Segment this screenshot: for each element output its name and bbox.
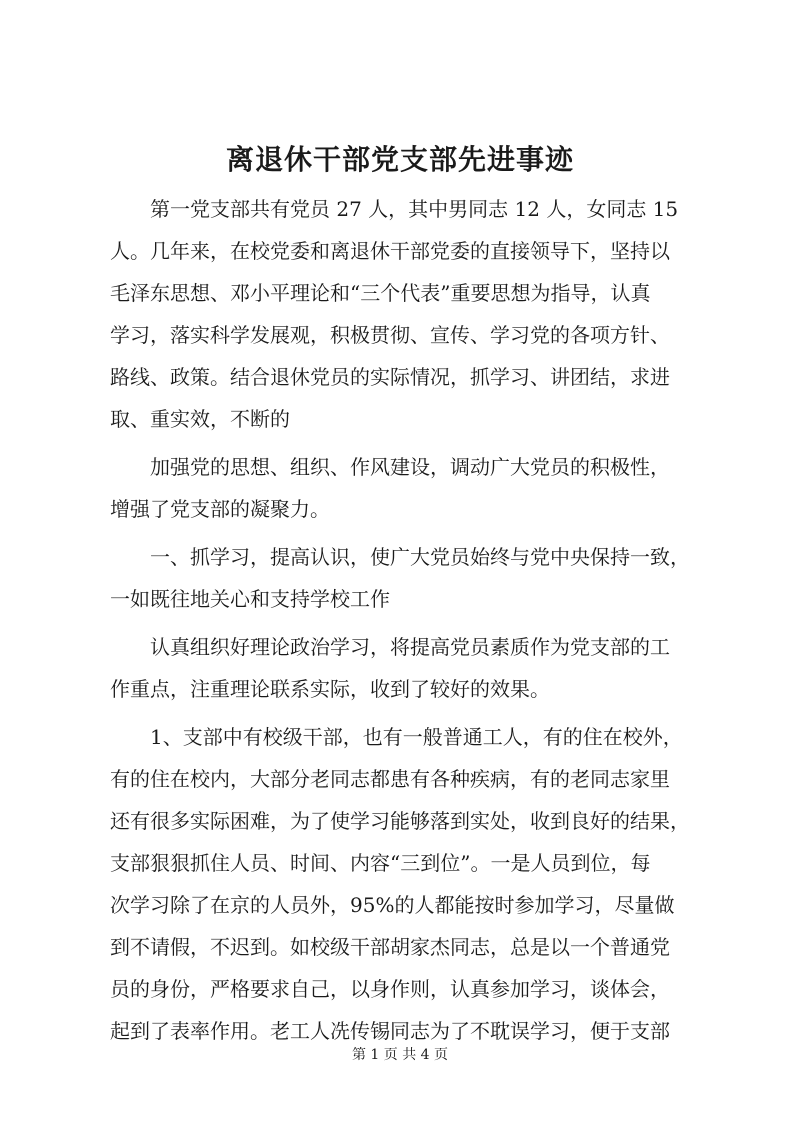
text-line: 取、重实效，不断的 (110, 407, 290, 431)
page-footer: 第 1 页 共 4 页 (351, 1047, 449, 1063)
text-line: 人。几年来，在校党委和离退休干部党委的直接领导下，坚持以 (110, 239, 670, 263)
document-body (110, 188, 710, 1052)
text-line: 加强党的思想、组织、作风建设，调动广大党员的积极性， (150, 455, 670, 479)
text-line: 起到了表率作用。老工人冼传锡同志为了不耽误学习，便于支部 (110, 1019, 670, 1043)
text-line: 路线、政策。结合退休党员的实际情况，抓学习、讲团结，求进 (110, 365, 670, 389)
text-line: 作重点，注重理论联系实际，收到了较好的效果。 (110, 677, 550, 701)
text-line: 员的身份，严格要求自己，以身作则，认真参加学习，谈体会， (110, 977, 670, 1001)
text-line: 支部狠狠抓住人员、时间、内容“三到位”。一是人员到位，每 (110, 851, 651, 875)
text-line: 有的住在校内，大部分老同志都患有各种疾病，有的老同志家里 (110, 767, 670, 791)
text-line: 到不请假，不迟到。如校级干部胡家杰同志，总是以一个普通党 (110, 935, 670, 959)
text-line: 一如既往地关心和支持学校工作 (110, 587, 390, 611)
text-line: 一、抓学习，提高认识，使广大党员始终与党中央保持一致， (150, 545, 690, 569)
text-line: 第一党支部共有党员 27 人，其中男同志 12 人，女同志 15 (150, 197, 679, 221)
text-line: 次学习除了在京的人员外，95%的人都能按时参加学习，尽量做 (110, 893, 675, 917)
text-line: 学习，落实科学发展观，积极贯彻、宣传、学习党的各项方针、 (110, 323, 670, 347)
text-line: 认真组织好理论政治学习，将提高党员素质作为党支部的工 (150, 635, 670, 659)
document-title: 离退休干部党支部先进事迹 (225, 143, 574, 176)
text-line: 毛泽东思想、邓小平理论和“三个代表”重要思想为指导，认真 (110, 281, 651, 305)
text-line: 1、支部中有校级干部，也有一般普通工人，有的住在校外， (150, 725, 683, 749)
text-line: 增强了党支部的凝聚力。 (110, 497, 330, 521)
text-line: 还有很多实际困难，为了使学习能够落到实处，收到良好的结果， (110, 809, 690, 833)
